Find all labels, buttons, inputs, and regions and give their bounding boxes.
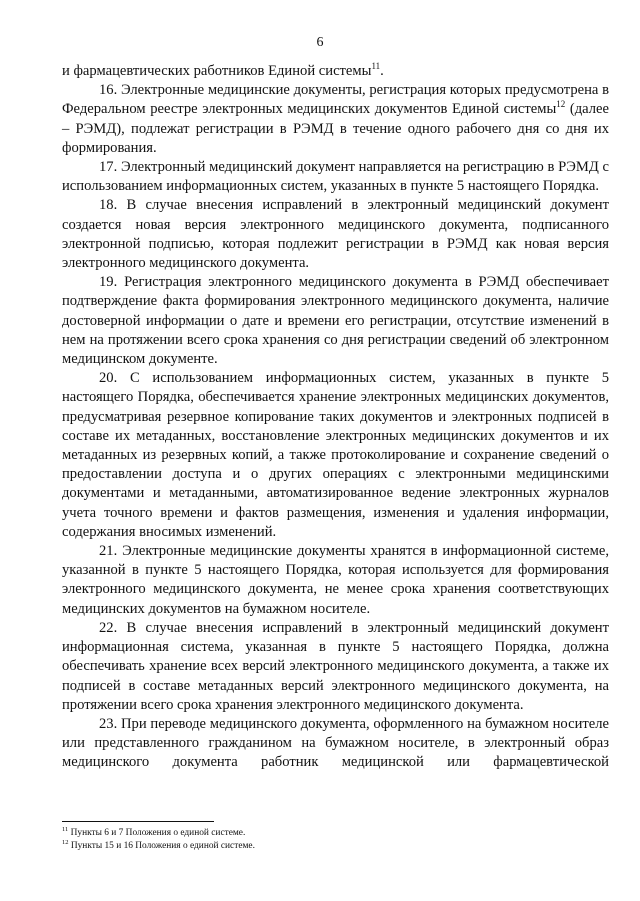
paragraph: [62, 158, 609, 196]
page-number: 6: [316, 35, 324, 50]
paragraph-text: 17. Электронный медицинский документ направляется на регистрацию в РЭМД с использованием информационных систем, указанных в пункте 5 настоящего Порядка.: [62, 159, 609, 195]
paragraph-text: 20. С использованием информационных систем, указанных в пункте 5 настоящего Порядка, обеспечивается хранение электронных медицинских документов, предусматривая резервное копирование таких документов и электронных подписей в составе их метаданных, восстановление электронных медицинских документов и их метаданных из резервных копий, а также протоколирование и сохранение сведений о предоставлении доступа и о других операциях с электронными медицинскими документами и метаданными, автоматизированное ведение электронных журналов учета точного времени и фактов размещения, изменения и удаления информации, содержания вносимых изменений.: [62, 370, 609, 540]
paragraph: [62, 62, 609, 81]
paragraph: [62, 196, 609, 273]
footnote-reference: 12: [556, 99, 566, 110]
paragraph-text: и фармацевтических работников Единой системы: [62, 63, 372, 79]
document-body: [62, 62, 609, 773]
paragraph: [62, 715, 609, 773]
paragraph-text: .: [380, 63, 384, 79]
paragraph: [62, 542, 609, 619]
paragraph: [62, 273, 609, 369]
paragraph: [62, 81, 609, 158]
paragraph-text: (далее – РЭМД), подлежат регистрации в РЭМД в течение одного рабочего дня со дня их формирования.: [62, 101, 609, 156]
footnote-text: Пункты 15 и 16 Положения о единой системе.: [68, 841, 255, 851]
footnote-mark: 12: [62, 838, 69, 846]
paragraph-text: 21. Электронные медицинские документы хранятся в информационной системе, указанной в пункте 5 настоящего Порядка, которая используется для формирования электронного медицинского документа, не менее срока хранения соответствующих медицинских документов на бумажном носителе.: [62, 543, 609, 617]
paragraph-text: 23. При переводе медицинского документа, оформленного на бумажном носителе или представленного гражданином на бумажном носителе, в электронный образ медицинского документа работник медицинской или фармацевтической: [62, 715, 609, 771]
footnote-mark: 11: [62, 825, 69, 833]
paragraph-text: 19. Регистрация электронного медицинского документа в РЭМД обеспечивает подтверждение факта формирования электронного медицинского документа, наличие достоверной информации о дате и времени его регистрации, отсутствие изменений в нем на протяжении всего срока хранения со дня регистрации сведений об электронном медицинском документе.: [62, 274, 609, 368]
paragraph: [62, 619, 609, 715]
paragraph-text: 18. В случае внесения исправлений в электронный медицинский документ создается новая версия электронного медицинского документа, подписанного электронной подписью, которая подлежит регистрации в РЭМД как новая версия электронного медицинского документа.: [62, 197, 609, 272]
footnote: [62, 840, 609, 853]
footnote-separator: [62, 821, 214, 822]
footnote-reference: 11: [371, 61, 381, 72]
paragraph: [62, 369, 609, 542]
footnote-text: Пункты 6 и 7 Положения о единой системе.: [68, 828, 246, 838]
paragraph-text: 16. Электронные медицинские документы, регистрация которых предусмотрена в Федеральном реестре электронных медицинских документов Единой системы: [62, 82, 609, 118]
footnote: [62, 827, 609, 840]
paragraph-text: 22. В случае внесения исправлений в электронный медицинский документ информационная система, указанная в пункте 5 настоящего Порядка, должна обеспечивать хранение всех версий электронного медицинского документа, а также их подписей в составе метаданных версий электронного медицинского документа, на протяжении всего срока хранения электронного медицинского документа.: [62, 619, 609, 713]
footnotes: [62, 827, 609, 853]
